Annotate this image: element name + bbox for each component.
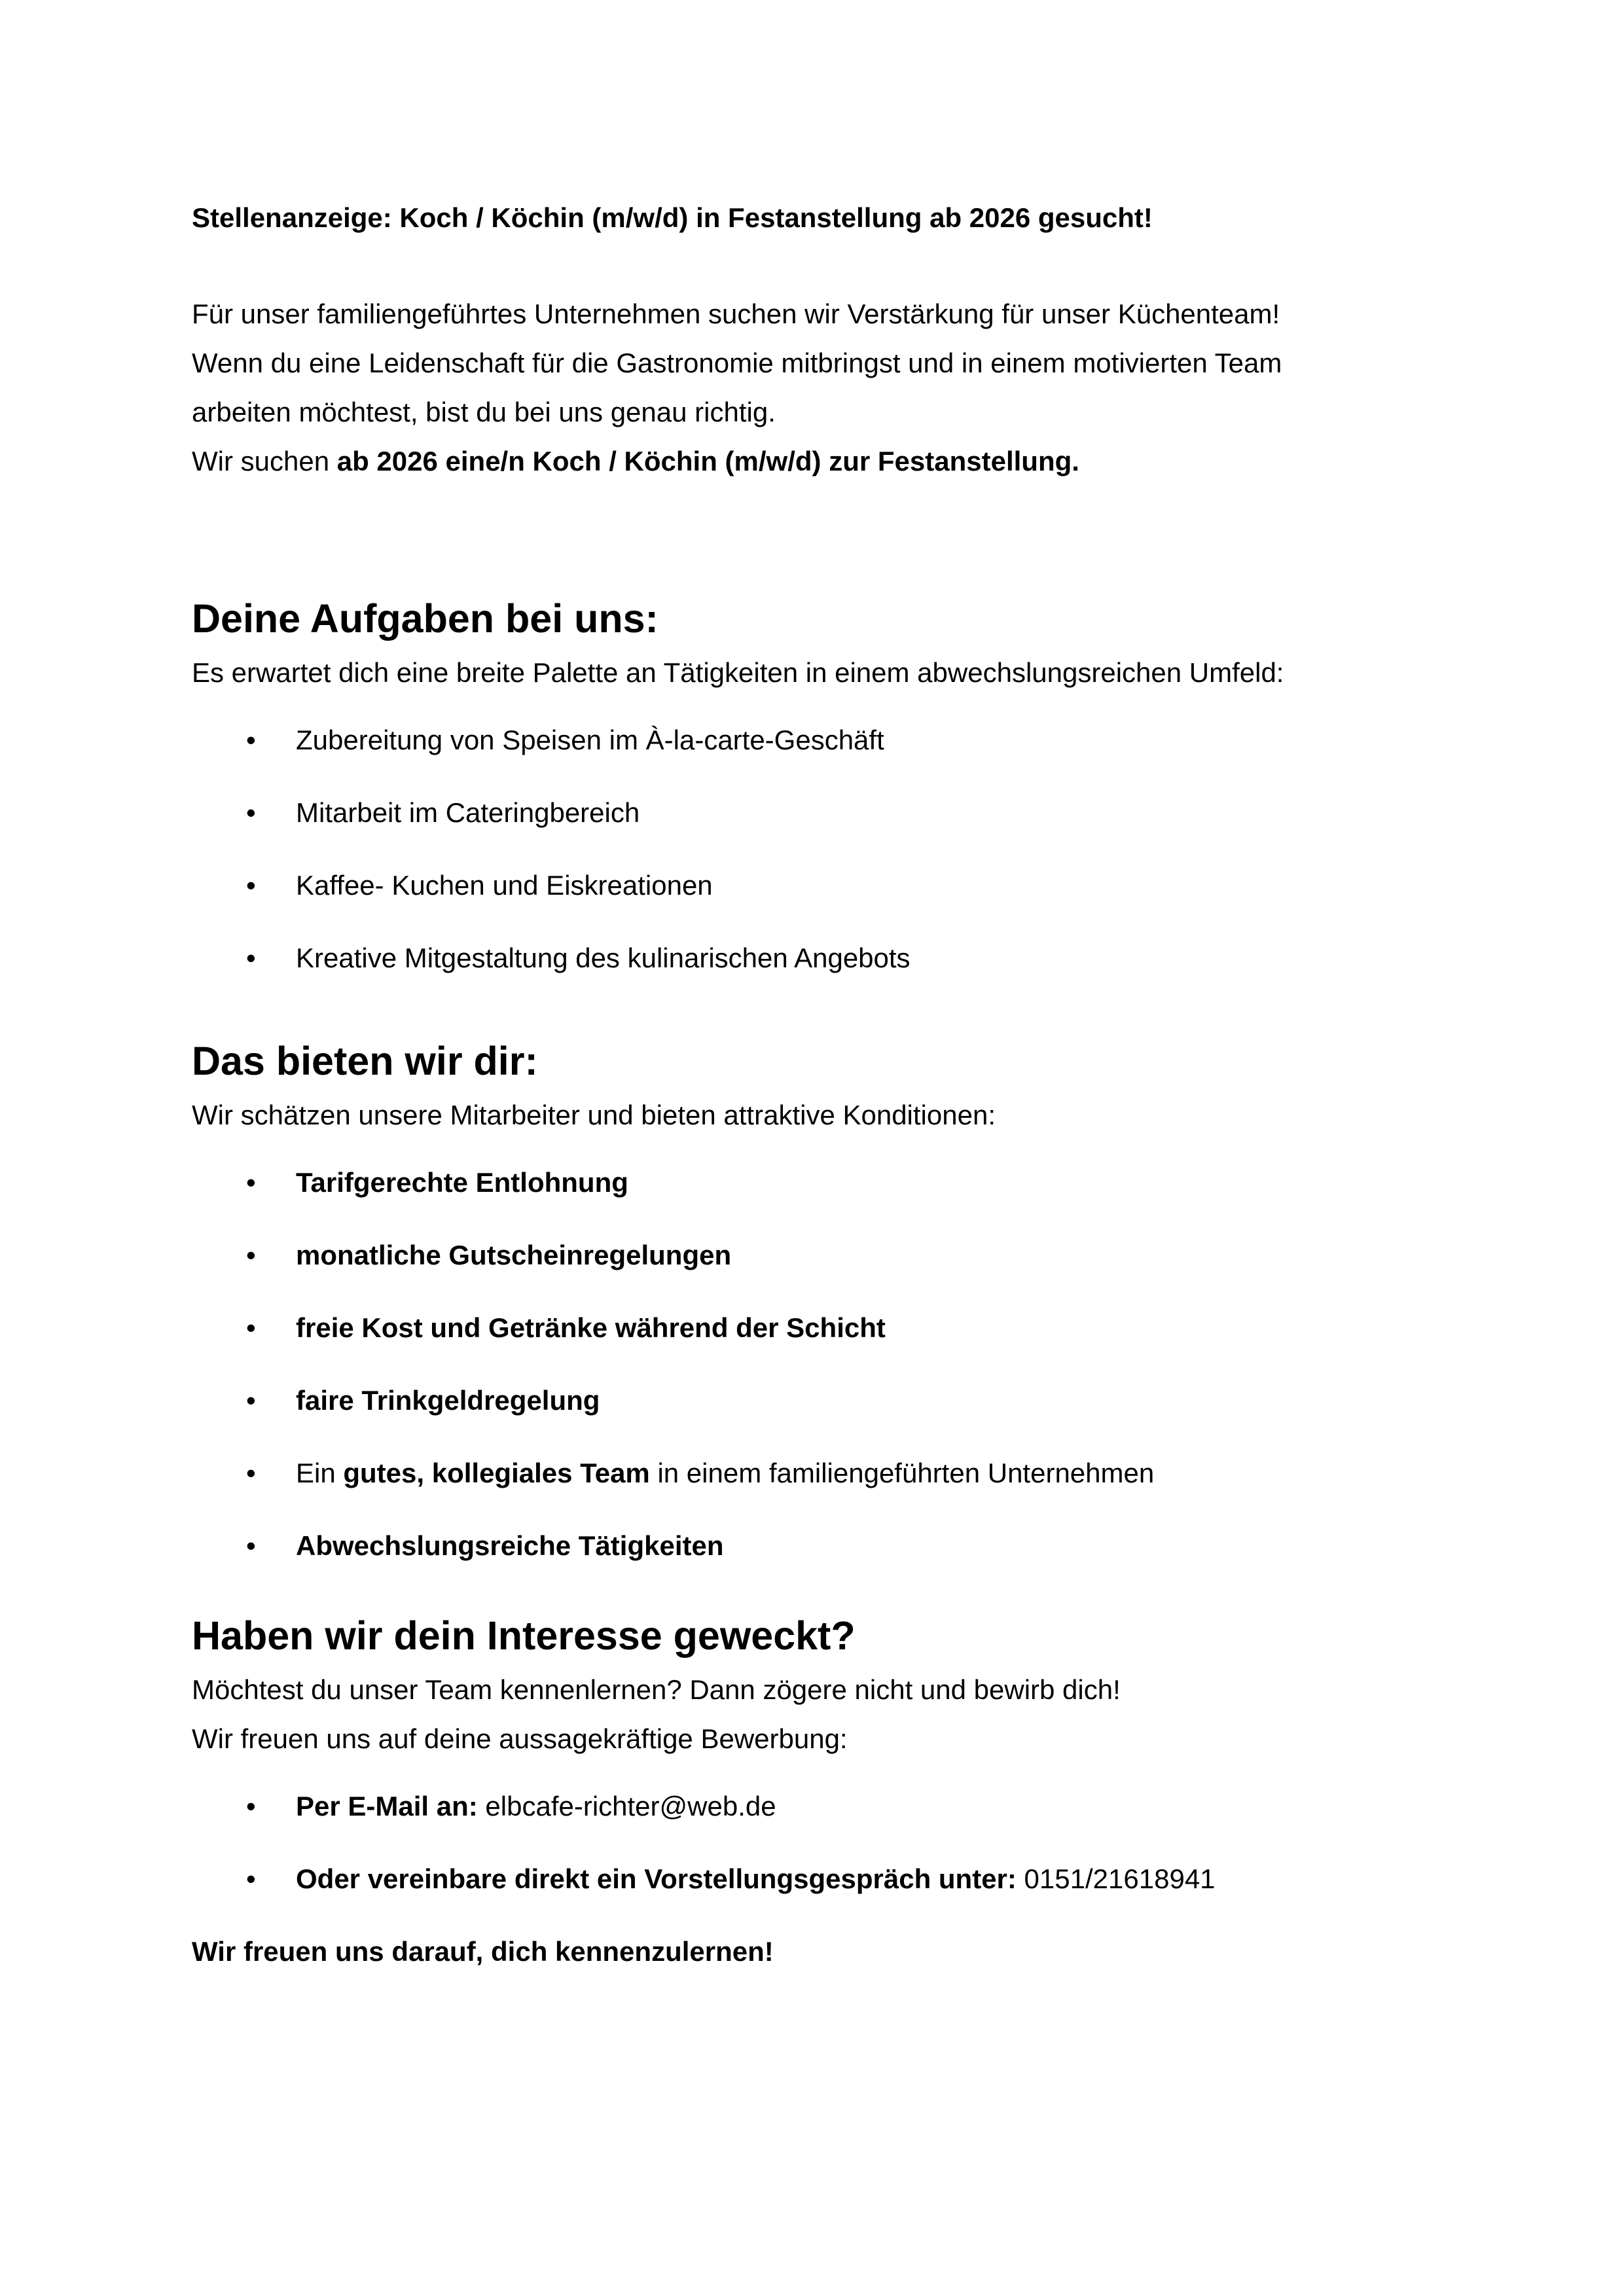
section-heading-apply: Haben wir dein Interesse geweckt? xyxy=(192,1613,856,1658)
bullet-text: Mitarbeit im Cateringbereich xyxy=(296,797,640,828)
apply-email-text: elbcafe-richter@web.de xyxy=(477,1791,776,1821)
section-heading-benefits: Das bieten wir dir: xyxy=(192,1039,538,1083)
bullet-icon: • xyxy=(246,1530,256,1561)
intro-closing-line xyxy=(192,437,1432,486)
bullet-icon: • xyxy=(246,797,256,828)
bullet-text-prefix: Ein xyxy=(296,1458,344,1488)
bullet-icon: • xyxy=(246,1863,256,1894)
bullet-text-suffix: in einem familiengeführten Unternehmen xyxy=(649,1458,1155,1488)
document-title: Stellenanzeige: Koch / Köchin (m/w/d) in Festanstellung ab 2026 gesucht! xyxy=(192,202,1153,233)
bullet-text-bold: Tarifgerechte Entlohnung xyxy=(296,1167,628,1198)
bullet-text-bold: freie Kost und Getränke während der Schicht xyxy=(296,1312,886,1343)
intro-paragraph xyxy=(192,289,1432,486)
list-item xyxy=(192,1230,1432,1280)
bullet-text-bold: monatliche Gutscheinregelungen xyxy=(296,1240,732,1270)
list-item xyxy=(192,1303,1432,1352)
tasks-list xyxy=(192,715,1432,982)
list-item xyxy=(192,861,1432,910)
intro-line: arbeiten möchtest, bist du bei uns genau richtig. xyxy=(192,397,776,427)
list-item xyxy=(192,933,1432,982)
bullet-icon: • xyxy=(246,1167,256,1198)
bullet-icon: • xyxy=(246,1385,256,1416)
tasks-intro: Es erwartet dich eine breite Palette an Tätigkeiten in einem abwechslungsreichen Umfeld: xyxy=(192,657,1284,688)
list-item xyxy=(192,1521,1432,1570)
apply-line: Wir freuen uns auf deine aussagekräftige Bewerbung: xyxy=(192,1723,848,1754)
bullet-icon: • xyxy=(246,1791,256,1821)
list-item xyxy=(192,788,1432,837)
intro-closing-prefix: Wir suchen xyxy=(192,446,337,476)
section-heading-tasks: Deine Aufgaben bei uns: xyxy=(192,596,659,641)
apply-list xyxy=(192,1782,1432,1903)
list-item xyxy=(192,1158,1432,1207)
bullet-text: Kreative Mitgestaltung des kulinarischen Angebots xyxy=(296,942,911,973)
list-item xyxy=(192,1854,1432,1903)
bullet-text-bold: Abwechslungsreiche Tätigkeiten xyxy=(296,1530,724,1561)
intro-line: Für unser familiengeführtes Unternehmen suchen wir Verstärkung für unser Küchenteam! xyxy=(192,298,1280,329)
bullet-icon: • xyxy=(246,942,256,973)
list-item xyxy=(192,1376,1432,1425)
bullet-icon: • xyxy=(246,725,256,755)
apply-bullet-label: Oder vereinbare direkt ein Vorstellungsgespräch unter: xyxy=(296,1863,1017,1894)
intro-line: Wenn du eine Leidenschaft für die Gastronomie mitbringst und in einem motivierten Team xyxy=(192,348,1282,378)
bullet-icon: • xyxy=(246,1312,256,1343)
bullet-text: Kaffee- Kuchen und Eiskreationen xyxy=(296,870,713,901)
list-item xyxy=(192,715,1432,764)
bullet-icon: • xyxy=(246,1458,256,1488)
bullet-icon: • xyxy=(246,870,256,901)
apply-line: Möchtest du unser Team kennenlernen? Dann zögere nicht und bewirb dich! xyxy=(192,1674,1121,1705)
apply-phone-text: 0151/21618941 xyxy=(1016,1863,1216,1894)
closing-line: Wir freuen uns darauf, dich kennenzulernen! xyxy=(192,1936,774,1967)
apply-bullet-label: Per E-Mail an: xyxy=(296,1791,478,1821)
intro-closing-bold: ab 2026 eine/n Koch / Köchin (m/w/d) zur Festanstellung. xyxy=(336,446,1079,476)
bullet-text-bold: faire Trinkgeldregelung xyxy=(296,1385,600,1416)
list-item xyxy=(192,1782,1432,1831)
benefits-intro: Wir schätzen unsere Mitarbeiter und bieten attraktive Konditionen: xyxy=(192,1100,996,1130)
bullet-text-bold: gutes, kollegiales Team xyxy=(343,1458,650,1488)
benefits-list xyxy=(192,1158,1432,1570)
list-item xyxy=(192,1448,1432,1498)
bullet-icon: • xyxy=(246,1240,256,1270)
bullet-text: Zubereitung von Speisen im À-la-carte-Geschäft xyxy=(296,725,884,755)
